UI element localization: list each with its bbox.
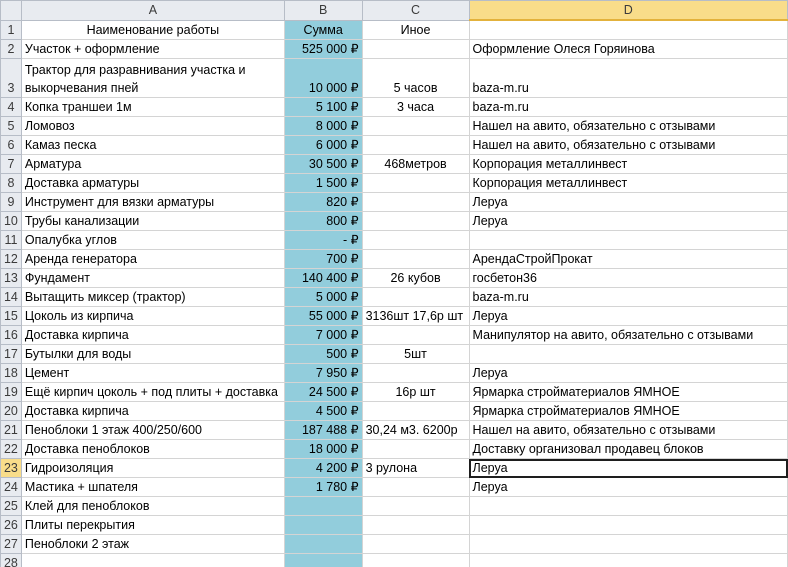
row-header[interactable]: 14 — [1, 288, 22, 307]
cell-work-name[interactable]: Доставка кирпича — [21, 402, 284, 421]
cell-note[interactable]: baza-m.ru — [469, 59, 787, 98]
cell-sum[interactable] — [284, 554, 362, 567]
cell-sum[interactable] — [284, 516, 362, 535]
cell-other[interactable] — [362, 497, 469, 516]
row-header[interactable]: 13 — [1, 269, 22, 288]
cell-sum[interactable]: 5 100 ₽ — [284, 98, 362, 117]
row-header[interactable]: 26 — [1, 516, 22, 535]
cell-work-name[interactable]: Мастика + шпателя — [21, 478, 284, 497]
table-row — [1, 250, 788, 269]
table-row — [1, 174, 788, 193]
table-row — [1, 345, 788, 364]
cell-note[interactable]: Нашел на авито, обязательно с отзывами — [469, 117, 787, 136]
cell-other[interactable]: 5 часов — [362, 59, 469, 98]
table-row — [1, 440, 788, 459]
table-row — [1, 554, 788, 567]
cell-sum[interactable]: 140 400 ₽ — [284, 269, 362, 288]
cell-note[interactable]: baza-m.ru — [469, 98, 787, 117]
cell-work-name[interactable]: Ещё кирпич цоколь + под плиты + доставка — [21, 383, 284, 402]
cell-work-name[interactable]: Доставка пеноблоков — [21, 440, 284, 459]
cell-sum[interactable]: 7 000 ₽ — [284, 326, 362, 345]
cell-other[interactable]: 3136шт 17,6р шт — [362, 307, 469, 326]
row-header[interactable]: 10 — [1, 212, 22, 231]
cell-sum[interactable]: Сумма — [284, 20, 362, 40]
cell-sum[interactable]: 500 ₽ — [284, 345, 362, 364]
cell-note[interactable]: госбетон36 — [469, 269, 787, 288]
table-row — [1, 98, 788, 117]
cell-other[interactable] — [362, 535, 469, 554]
cell-sum[interactable]: 24 500 ₽ — [284, 383, 362, 402]
cell-work-name[interactable]: Копка траншеи 1м — [21, 98, 284, 117]
row-header[interactable]: 1 — [1, 20, 22, 40]
table-row — [1, 516, 788, 535]
cell-note[interactable]: baza-m.ru — [469, 288, 787, 307]
row-header[interactable]: 24 — [1, 478, 22, 497]
select-all-corner[interactable] — [1, 1, 22, 21]
cell-sum[interactable]: 8 000 ₽ — [284, 117, 362, 136]
cell-note[interactable]: Ярмарка стройматериалов ЯМНОЕ — [469, 402, 787, 421]
table-row — [1, 478, 788, 497]
cell-note[interactable] — [469, 345, 787, 364]
cell-work-name[interactable]: Бутылки для воды — [21, 345, 284, 364]
table-row — [1, 40, 788, 59]
row-header[interactable]: 9 — [1, 193, 22, 212]
row-header[interactable]: 28 — [1, 554, 22, 567]
cell-other[interactable] — [362, 326, 469, 345]
row-header[interactable]: 22 — [1, 440, 22, 459]
cell-other[interactable] — [362, 402, 469, 421]
cell-sum[interactable]: 10 000 ₽ — [284, 59, 362, 98]
row-header[interactable]: 12 — [1, 250, 22, 269]
cell-other[interactable]: Иное — [362, 20, 469, 40]
cell-other[interactable] — [362, 288, 469, 307]
table-row — [1, 231, 788, 250]
cell-work-name[interactable]: Трактор для разравнивания участка и выкорчевания пней — [21, 59, 284, 98]
cell-note[interactable] — [469, 535, 787, 554]
cell-sum[interactable]: 525 000 ₽ — [284, 40, 362, 59]
cell-other[interactable] — [362, 174, 469, 193]
cell-sum[interactable]: 187 488 ₽ — [284, 421, 362, 440]
cell-other[interactable] — [362, 117, 469, 136]
cell-other[interactable] — [362, 554, 469, 567]
cell-other[interactable] — [362, 193, 469, 212]
cell-note[interactable]: Корпорация металлинвест — [469, 155, 787, 174]
cell-note[interactable]: Леруа — [469, 307, 787, 326]
column-header-d[interactable]: D — [469, 1, 787, 21]
cell-sum[interactable]: 700 ₽ — [284, 250, 362, 269]
cell-work-name[interactable]: Цоколь из кирпича — [21, 307, 284, 326]
cell-work-name[interactable]: Инструмент для вязки арматуры — [21, 193, 284, 212]
table-row — [1, 497, 788, 516]
row-header[interactable]: 20 — [1, 402, 22, 421]
cell-other[interactable] — [362, 250, 469, 269]
cell-sum[interactable] — [284, 535, 362, 554]
cell-note[interactable]: АрендаСтройПрокат — [469, 250, 787, 269]
cell-work-name[interactable]: Участок + оформление — [21, 40, 284, 59]
cell-other[interactable]: 468метров — [362, 155, 469, 174]
cell-other[interactable]: 5шт — [362, 345, 469, 364]
cell-work-name[interactable]: Фундамент — [21, 269, 284, 288]
cell-sum[interactable]: 18 000 ₽ — [284, 440, 362, 459]
cell-work-name[interactable]: Пеноблоки 2 этаж — [21, 535, 284, 554]
row-header[interactable]: 27 — [1, 535, 22, 554]
table-row — [1, 155, 788, 174]
table-row — [1, 288, 788, 307]
active-cell[interactable]: Леруа — [469, 459, 787, 478]
cell-note[interactable] — [469, 497, 787, 516]
cell-sum[interactable]: 55 000 ₽ — [284, 307, 362, 326]
cell-other[interactable] — [362, 212, 469, 231]
cell-sum[interactable]: 4 500 ₽ — [284, 402, 362, 421]
cell-note[interactable] — [469, 554, 787, 567]
cell-other[interactable]: 30,24 м3. 6200р — [362, 421, 469, 440]
row-header[interactable]: 25 — [1, 497, 22, 516]
table-row — [1, 20, 788, 40]
cell-note[interactable]: Нашел на авито, обязательно с отзывами — [469, 421, 787, 440]
cell-note[interactable]: Нашел на авито, обязательно с отзывами — [469, 136, 787, 155]
table-row — [1, 459, 788, 478]
table-row — [1, 326, 788, 345]
row-header[interactable]: 5 — [1, 117, 22, 136]
cell-note[interactable]: Доставку организовал продавец блоков — [469, 440, 787, 459]
cell-work-name[interactable]: Пеноблоки 1 этаж 400/250/600 — [21, 421, 284, 440]
cell-other[interactable] — [362, 478, 469, 497]
cell-sum[interactable]: 1 780 ₽ — [284, 478, 362, 497]
row-header[interactable]: 15 — [1, 307, 22, 326]
column-header-b[interactable]: B — [284, 1, 362, 21]
cell-work-name[interactable]: Камаз песка — [21, 136, 284, 155]
cell-other[interactable] — [362, 231, 469, 250]
table-row — [1, 136, 788, 155]
cell-sum[interactable]: - ₽ — [284, 231, 362, 250]
row-header[interactable]: 4 — [1, 98, 22, 117]
table-row — [1, 117, 788, 136]
table-row — [1, 364, 788, 383]
table-row — [1, 59, 788, 98]
cell-work-name[interactable]: Ломовоз — [21, 117, 284, 136]
cell-sum[interactable]: 820 ₽ — [284, 193, 362, 212]
row-header[interactable]: 6 — [1, 136, 22, 155]
cell-work-name[interactable]: Трубы канализации — [21, 212, 284, 231]
row-header[interactable]: 2 — [1, 40, 22, 59]
column-header-a[interactable]: A — [21, 1, 284, 21]
cell-work-name[interactable]: Цемент — [21, 364, 284, 383]
row-header[interactable]: 7 — [1, 155, 22, 174]
cell-note[interactable]: Леруа — [469, 478, 787, 497]
cell-work-name[interactable]: Доставка арматуры — [21, 174, 284, 193]
cell-work-name[interactable]: Гидроизоляция — [21, 459, 284, 478]
cell-other[interactable]: 16р шт — [362, 383, 469, 402]
cell-note[interactable]: Оформление Олеся Горяинова — [469, 40, 787, 59]
cell-work-name[interactable]: Арматура — [21, 155, 284, 174]
row-header[interactable]: 16 — [1, 326, 22, 345]
cell-work-name[interactable]: Клей для пеноблоков — [21, 497, 284, 516]
table-row — [1, 193, 788, 212]
cell-work-name[interactable]: Аренда генератора — [21, 250, 284, 269]
table-row — [1, 269, 788, 288]
cell-note[interactable]: Леруа — [469, 364, 787, 383]
cell-note[interactable]: Леруа — [469, 212, 787, 231]
table-row — [1, 307, 788, 326]
cell-other[interactable]: 3 часа — [362, 98, 469, 117]
column-header-row — [1, 1, 788, 21]
cell-other[interactable] — [362, 440, 469, 459]
row-header[interactable]: 11 — [1, 231, 22, 250]
cell-note[interactable] — [469, 20, 787, 40]
cell-sum[interactable] — [284, 497, 362, 516]
table-row — [1, 421, 788, 440]
row-header[interactable]: 21 — [1, 421, 22, 440]
cell-other[interactable] — [362, 516, 469, 535]
cell-note[interactable]: Леруа — [469, 193, 787, 212]
table-row — [1, 535, 788, 554]
cell-note[interactable]: Корпорация металлинвест — [469, 174, 787, 193]
row-header[interactable]: 17 — [1, 345, 22, 364]
cell-note[interactable] — [469, 231, 787, 250]
cell-other[interactable]: 26 кубов — [362, 269, 469, 288]
row-header[interactable]: 19 — [1, 383, 22, 402]
row-header[interactable]: 3 — [1, 59, 22, 98]
cell-other[interactable] — [362, 136, 469, 155]
cell-other[interactable] — [362, 364, 469, 383]
cell-sum[interactable]: 6 000 ₽ — [284, 136, 362, 155]
cell-sum[interactable]: 7 950 ₽ — [284, 364, 362, 383]
cell-work-name[interactable]: Опалубка углов — [21, 231, 284, 250]
cell-note[interactable]: Манипулятор на авито, обязательно с отзывами — [469, 326, 787, 345]
cell-sum[interactable]: 4 200 ₽ — [284, 459, 362, 478]
cell-work-name[interactable]: Наименование работы — [21, 20, 284, 40]
cell-sum[interactable]: 1 500 ₽ — [284, 174, 362, 193]
row-header[interactable]: 18 — [1, 364, 22, 383]
cell-other[interactable]: 3 рулона — [362, 459, 469, 478]
table-row — [1, 383, 788, 402]
cell-work-name[interactable]: Плиты перекрытия — [21, 516, 284, 535]
cell-sum[interactable]: 30 500 ₽ — [284, 155, 362, 174]
cell-sum[interactable]: 5 000 ₽ — [284, 288, 362, 307]
cell-work-name[interactable]: Доставка кирпича — [21, 326, 284, 345]
row-header[interactable]: 8 — [1, 174, 22, 193]
cell-note[interactable]: Ярмарка стройматериалов ЯМНОЕ — [469, 383, 787, 402]
cell-note[interactable] — [469, 516, 787, 535]
cell-work-name[interactable] — [21, 554, 284, 567]
table-row — [1, 212, 788, 231]
cell-sum[interactable]: 800 ₽ — [284, 212, 362, 231]
cell-other[interactable] — [362, 40, 469, 59]
table-row — [1, 402, 788, 421]
column-header-c[interactable]: C — [362, 1, 469, 21]
row-header[interactable]: 23 — [1, 459, 22, 478]
cell-work-name[interactable]: Вытащить миксер (трактор) — [21, 288, 284, 307]
